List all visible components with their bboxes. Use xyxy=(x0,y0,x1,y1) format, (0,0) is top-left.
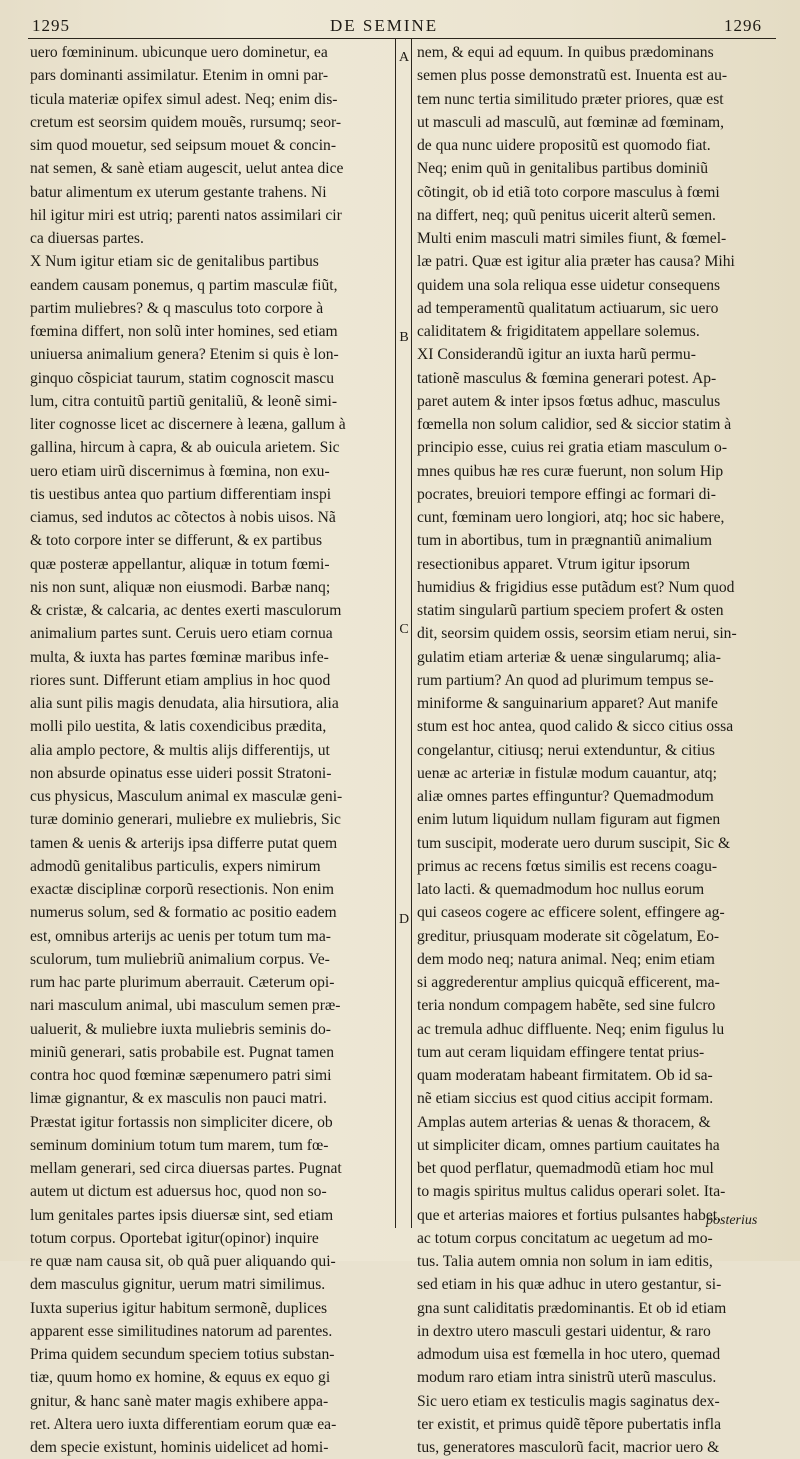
margin-letter-c: C xyxy=(399,622,409,637)
left-column-line: non absurde opinatus esse uideri possit Stratoni- xyxy=(30,764,332,782)
running-title: DE SEMINE xyxy=(330,16,439,35)
right-column-line: Multi enim masculi matri similes fiunt, & fœmel- xyxy=(417,230,727,247)
left-column-line: quæ posteræ appellantur, aliquæ in totum fœmi- xyxy=(30,555,330,573)
left-column-line: nis non sunt, aliquæ non eiusmodi. Barbæ nanq; xyxy=(30,578,331,596)
left-column-line: tiæ, quum homo ex homine, & equus ex equo gi xyxy=(30,1369,331,1387)
left-column-line: eandem causam ponemus, q partim masculæ fiũt, xyxy=(30,276,338,294)
left-column-line: pars dominanti assimilatur. Etenim in omni par- xyxy=(30,67,329,85)
left-column-line: dem specie existunt, hominis uidelicet ad homi- xyxy=(30,1439,329,1456)
right-column-line: Neq; enim quũ in genitalibus partibus dominiũ xyxy=(417,160,709,178)
left-column-line: partim muliebres? & q masculus toto corpore à xyxy=(30,299,324,317)
right-column-line: quidem una sola reliqua esse uidetur consequens xyxy=(417,276,721,294)
left-column-line: ret. Altera uero iuxta differentiam eorum quæ ea- xyxy=(30,1415,337,1433)
right-column-line: aliæ omnes partes effinguntur? Quemadmodum xyxy=(417,788,714,805)
running-header xyxy=(0,12,800,40)
left-column-line: admodũ genitalibus particulis, expers nimirum xyxy=(30,857,321,875)
right-column-line: tum aut ceram liquidam effingere tentat prius- xyxy=(417,1043,705,1061)
right-column-line: sed etiam in his quæ adhuc in utero gestantur, si- xyxy=(417,1276,722,1294)
page-number-right: 1296 xyxy=(724,16,762,35)
right-column-line: admodum uisa est fœmella in hoc utero, quemad xyxy=(417,1346,721,1363)
left-column-line: molli pilo uestita, & latis coxendicibus prædita, xyxy=(30,718,327,736)
left-column-line: contra hoc quod fœminæ sæpenumero patri simi xyxy=(30,1067,332,1084)
left-column-line: X Num igitur etiam sic de genitalibus partibus xyxy=(30,253,319,271)
left-column-line: nat semen, & sanè etiam augescit, uelut antea dice xyxy=(30,160,344,178)
right-column-line: ac totum corpus concitatum ac uegetum ad mo- xyxy=(417,1229,713,1247)
right-column-line: bet quod perflatur, quemadmodũ etiam hoc mul xyxy=(417,1160,714,1177)
left-column-line: & cristæ, & calcaria, ac dentes exerti masculorum xyxy=(30,602,342,619)
left-column-line: alia sunt pilis magis denudata, alia hirsutiora, alia xyxy=(30,695,339,712)
left-column-line: totum corpus. Oportebat igitur(opinor) inquire xyxy=(30,1229,319,1247)
left-column-line: ca diuersas partes. xyxy=(30,230,144,247)
header-rule xyxy=(28,38,776,39)
left-column-line: sim quod mouetur, sed seipsum mouet & concin- xyxy=(30,137,337,154)
left-column-line: limæ gignantur, & ex masculis non pauci matri. xyxy=(30,1090,327,1108)
right-column-line: qui caseos cogere ac efficere solent, effingere ag- xyxy=(417,904,725,922)
right-column-line: statim singularũ partium speciem profert & osten xyxy=(417,602,724,619)
left-column-line: batur alimentum ex uterum gestante trahens. Ni xyxy=(30,183,327,201)
right-column-line: na differt, neq; quũ penitus uicerit alterũ semen. xyxy=(417,206,716,224)
left-column-line: uero etiam uirũ discernimus à fœmina, non exu- xyxy=(30,462,330,480)
right-column-line: nem, & equi ad equum. In quibus prædominans xyxy=(417,44,714,61)
left-column-line: mellam generari, sed circa diuersas partes. Pugnat xyxy=(30,1160,342,1177)
left-column-line: exactæ disciplinæ corporũ resectionis. Non enim xyxy=(30,881,335,898)
right-column-line: teria nondum compagem habẽte, sed sine fulcro xyxy=(417,997,716,1015)
left-column-line: alia amplo pectore, & multis alijs differentijs, ut xyxy=(30,741,330,759)
right-column-line: de qua nunc uidere propositũ est quomodo fiat. xyxy=(417,137,711,154)
right-column-line: pocrates, breuiori tempore effingi ac formari di- xyxy=(417,485,716,503)
left-text-column xyxy=(30,41,392,1456)
left-column-line: lum genitales partes ipsis diuersæ sint, sed etiam xyxy=(30,1206,334,1224)
left-column-line: Prima quidem secundum speciem totius substan- xyxy=(30,1346,335,1363)
page-number-left: 1295 xyxy=(32,16,70,35)
left-column-line: numerus solum, sed & formatio ac positio eadem xyxy=(30,904,337,922)
right-column-line: si aggrederentur amplius quicquã efficerent, ma- xyxy=(417,974,720,991)
right-column-line: ut masculi ad masculũ, aut fœminæ ad fœminam, xyxy=(417,113,725,131)
right-column-line: to magis spiritus multus calidus operari solet. Ita- xyxy=(417,1183,726,1201)
right-text-column xyxy=(417,41,775,1456)
right-column-line: fœmella non solum calidior, sed & siccior statim à xyxy=(417,416,732,433)
left-column-line: lum, citra contuitũ partiũ genitaliũ, & leonẽ simi- xyxy=(30,392,338,410)
right-column-line: in dextro utero masculi gestari uidentur, & raro xyxy=(417,1322,711,1340)
left-column-line: hil igitur miri est utriq; parenti natos assimilari cir xyxy=(30,206,342,224)
left-column-line: gnitur, & hanc sanè mater magis exhibere appa- xyxy=(30,1392,329,1410)
left-column-line: dem masculus gignitur, uerum matri similimus. xyxy=(30,1276,326,1294)
right-column-line: tem nunc tertia similitudo præter priores, quæ est xyxy=(417,90,724,108)
right-column-line: semen plus posse demonstratũ est. Inuenta est au- xyxy=(417,67,728,85)
right-column-line: rum partium? An quod ad plurimum tempus se- xyxy=(417,671,714,689)
right-column-line: XI Considerandũ igitur an iuxta harũ permu- xyxy=(417,346,696,364)
left-column-line: ginquo cõspiciat taurum, statim cognoscit mascu xyxy=(30,369,335,387)
right-column-line: tationẽ masculus & fœmina generari potest. Ap- xyxy=(417,369,717,387)
right-column-line: dit, seorsim quidem ossis, seorsim etiam nerui, sin- xyxy=(417,625,737,643)
left-column-line: ticula materiæ opifex simul adest. Neq; enim dis- xyxy=(30,90,338,108)
right-column-line: que et arterias maiores et fortius pulsantes habet, xyxy=(417,1206,721,1224)
left-column-line: apparent esse similitudines natorum ad parentes. xyxy=(30,1322,333,1340)
column-divider-left xyxy=(395,38,396,1228)
left-column-line: uero fœmininum. ubicunque uero dominetur, ea xyxy=(30,44,328,61)
right-column-line: enim lutum liquidum nullam figuram aut figmen xyxy=(417,811,721,829)
left-column-line: tis uestibus antea quo partium differentiam inspi xyxy=(30,485,332,503)
right-column-line: ut simpliciter dicam, omnes partium cauitates ha xyxy=(417,1136,720,1154)
right-column-line: læ patri. Quæ est igitur alia præter has causa? Mihi xyxy=(417,253,735,271)
left-column-line: animalium partes sunt. Ceruis uero etiam cornua xyxy=(30,625,333,643)
left-column-line: gallina, hircum à capra, & ab ouicula arietem. Sic xyxy=(30,439,340,457)
right-column-line: lato lacti. & quemadmodum hoc nullus eorum xyxy=(417,881,705,898)
right-column-line: tus, generatores masculorũ facit, macrior uero & xyxy=(417,1439,720,1456)
left-column-line: rum hac parte plurimum aberrauit. Cæterum opi- xyxy=(30,974,335,991)
left-column-line: cretum est seorsim quidem mouẽs, rursumq; seor- xyxy=(30,113,342,131)
left-column-line: Præstat igitur fortassis non simpliciter dicere, ob xyxy=(30,1113,333,1131)
right-column-line: ac tremula adhuc diffluente. Neq; enim figulus lu xyxy=(417,1020,725,1038)
right-column-line: gna sunt caliditatis prædominantis. Et ob id etiam xyxy=(417,1299,727,1317)
right-column-line: nẽ etiam siccius est quod citius accipit formam. xyxy=(417,1090,714,1108)
right-column-line: primus ac recens fœtus similis est recens coagu- xyxy=(417,857,718,875)
right-column-line: caliditatem & frigiditatem appellare solemus. xyxy=(417,323,700,340)
margin-letter-a: A xyxy=(398,50,410,65)
right-column-line: principio esse, cuius rei gratia etiam masculum o- xyxy=(417,439,728,457)
right-column-line: cõtingit, ob id etiã toto corpore masculus à fœmi xyxy=(417,183,720,201)
left-column-line: Iuxta superius igitur habitum sermonẽ, duplices xyxy=(30,1299,328,1317)
left-column-line: ciamus, sed indutos ac cõtectos à nobis uisos. Nã xyxy=(30,509,336,526)
right-column-line: Sic uero etiam ex testiculis magis saginatus dex- xyxy=(417,1392,720,1410)
right-column-line: greditur, priusquam moderate sit cõgelatum, Eo- xyxy=(417,927,720,945)
left-column-line: cus physicus, Masculum animal ex masculæ geni- xyxy=(30,788,343,805)
left-column-line: & toto corpore inter se differunt, & ex partibus xyxy=(30,532,323,550)
right-column-line: cunt, fœminam uero longiori, atq; hoc sic habere, xyxy=(417,509,725,526)
right-column-line: congelantur, citiusq; nerui extenduntur, & citius xyxy=(417,741,715,759)
left-column-line: autem ut dictum est aduersus hoc, quod non so- xyxy=(30,1183,327,1201)
left-column-line: multa, & iuxta has partes fœminæ maribus infe- xyxy=(30,648,329,666)
left-column-line: miniũ generari, satis probabile est. Pugnat tamen xyxy=(30,1043,335,1061)
left-column-line: re quæ nam causa sit, ob quã puer aliquando qui- xyxy=(30,1253,336,1270)
catchword: posterius xyxy=(706,1213,758,1228)
right-column-line: mnes quibus hæ res curæ fuerunt, non solum Hip xyxy=(417,462,724,480)
right-column-line: humidius & frigidius esse putãdum est? Num quod xyxy=(417,578,735,596)
right-column-line: tum suscipit, moderate uero durum suscipit, Sic & xyxy=(417,834,731,852)
right-column-line: dem modo neq; natura animal. Neq; enim etiam xyxy=(417,950,715,968)
right-column-line: modum raro etiam intra sinistrũ uterũ masculus. xyxy=(417,1369,717,1387)
right-column-line: tus. Talia autem omnia non solum in iam editis, xyxy=(417,1253,713,1270)
right-column-line: paret autem & inter ipsos fœtus adhuc, masculus xyxy=(417,392,721,410)
right-column-line: tum in abortibus, tum in prægnantiũ animalium xyxy=(417,532,712,550)
left-column-line: seminum dominium totum tum marem, tum fœ- xyxy=(30,1136,329,1154)
left-column-line: est, omnibus arterijs ac uenis per totum tum ma- xyxy=(30,927,331,945)
margin-letter-d: D xyxy=(398,912,410,927)
left-column-line: sculorum, tum muliebriũ animalium corpus. Ve- xyxy=(30,950,330,968)
left-column-line: riores sunt. Differunt etiam amplius in hoc quod xyxy=(30,671,331,689)
right-column-line: uenæ ac arteriæ in fistulæ modum cauantur, atq; xyxy=(417,764,717,782)
left-column-line: turæ dominio generari, muliebre ex muliebris, Sic xyxy=(30,811,341,829)
right-column-line: gulatim etiam arteriæ & uenæ singularumq; alia- xyxy=(417,648,722,666)
right-column-line: miniforme & sanguinarium apparet? Aut manife xyxy=(417,695,718,712)
margin-letter-b: B xyxy=(399,330,409,345)
left-column-line: liter cognosse licet ac discernere à leæna, gallum à xyxy=(30,416,346,433)
right-column-line: ter existit, et primus quidẽ tẽpore pubertatis infla xyxy=(417,1415,721,1433)
right-column-line: resectionibus apparet. Vtrum igitur ipsorum xyxy=(417,555,690,573)
right-column-line: quam moderatam habeant firmitatem. Ob id sa- xyxy=(417,1067,713,1084)
left-column-line: nari masculum animal, ubi masculum semen præ- xyxy=(30,997,341,1015)
left-column-line: ualuerit, & muliebre iuxta muliebris seminis do- xyxy=(30,1020,331,1038)
right-column-line: ad temperamentũ qualitatum actiuarum, sic uero xyxy=(417,299,719,317)
left-column-line: tamen & uenis & arterijs ipsa differre putat quem xyxy=(30,834,338,852)
right-column-line: stum est hoc antea, quod calido & sicco citius ossa xyxy=(417,718,734,736)
column-divider-right xyxy=(411,38,412,1228)
left-column-line: uniuersa animalium genera? Etenim si quis è lon- xyxy=(30,346,339,364)
right-column-line: Amplas autem arterias & uenas & thoracem, & xyxy=(417,1113,711,1131)
left-column-line: fœmina differt, non solũ inter homines, sed etiam xyxy=(30,323,338,340)
